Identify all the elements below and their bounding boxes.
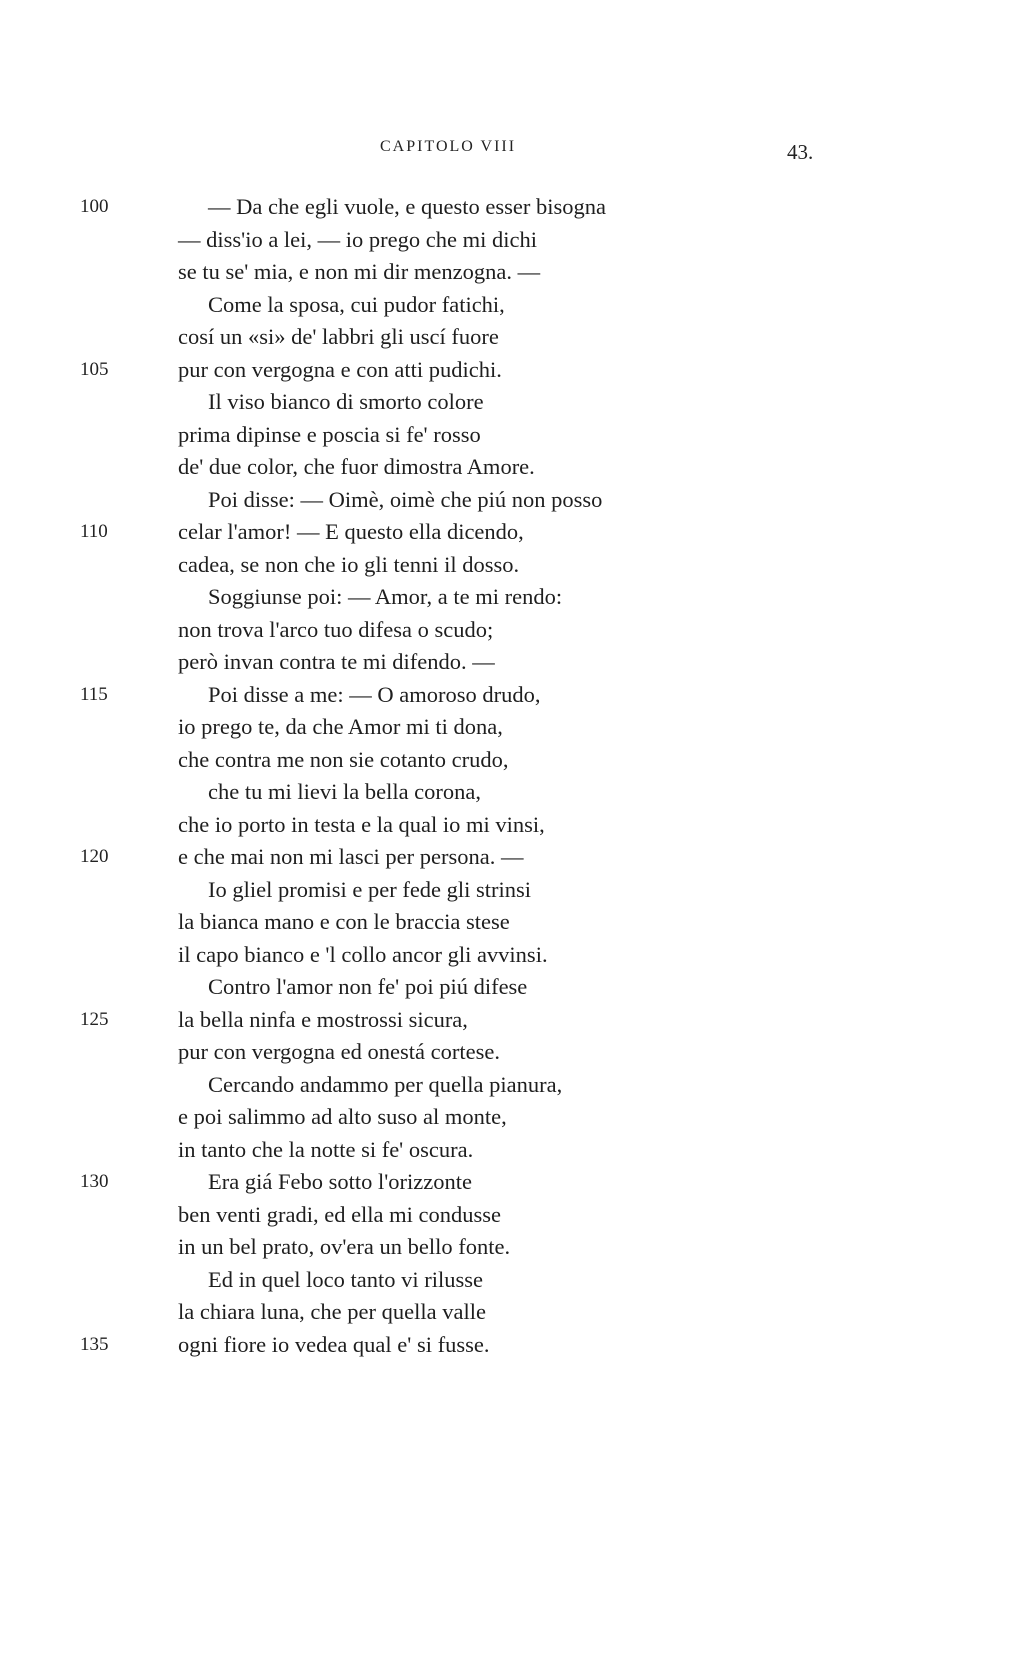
verse-text: — diss'io a lei, — io prego che mi dichi [178,226,537,252]
verse-text: la chiara luna, che per quella valle [178,1299,486,1324]
line-number: 105 [80,358,109,380]
verse-text: pur con vergogna ed onestá cortese. [178,1039,500,1064]
verse-line [0,354,1016,387]
verse-line [0,809,1016,842]
verse-text: che tu mi lievi la bella corona, [208,779,482,804]
verse-line [0,1264,1016,1297]
verse-text: io prego te, da che Amor mi ti dona, [178,714,503,739]
verse-line [0,939,1016,972]
verse-line [0,321,1016,354]
verse-text: la bella ninfa e mostrossi sicura, [178,1006,468,1032]
verse-line [0,1134,1016,1167]
verse-text: prima dipinse e poscia si fe' rosso [178,421,481,447]
line-number: 120 [80,846,109,867]
verse-line [0,679,1016,712]
verse-line [0,841,1016,874]
verse-text: cadea, se non che io gli tenni il dosso. [178,551,520,577]
verse-line [0,451,1016,484]
running-head: CAPITOLO VIII [380,138,517,155]
verse-line [0,191,1016,224]
verse-line [0,1329,1016,1362]
verse-line [0,386,1016,419]
verse-line [0,419,1016,452]
verse-text: Contro l'amor non fe' poi piú difese [208,974,528,999]
verse-text: la bianca mano e con le braccia stese [178,909,510,934]
verse-text: però invan contra te mi difendo. — [178,649,495,674]
line-number: 130 [80,1171,109,1192]
verse-text: Era giá Febo sotto l'orizzonte [208,1169,472,1194]
verse-line [0,744,1016,777]
verse-text: Poi disse: — Oimè, oimè che piú non posso [208,486,603,512]
verse-text: e poi salimmo ad alto suso al monte, [178,1104,507,1129]
verse-line [0,1231,1016,1264]
verse-text: Poi disse a me: — O amoroso drudo, [208,681,541,707]
verse-text: in tanto che la notte si fe' oscura. [178,1136,474,1162]
verse-line [0,1199,1016,1232]
verse-line [0,549,1016,582]
line-number: 100 [80,196,109,217]
verse-line [0,874,1016,907]
verse-line [0,1296,1016,1329]
verse-text: celar l'amor! — E questo ella dicendo, [178,519,524,544]
verse-line [0,256,1016,289]
verse-line [0,1166,1016,1199]
verse-line [0,289,1016,322]
verse-text: ben venti gradi, ed ella mi condusse [178,1201,502,1227]
verse-text: Soggiunse poi: — Amor, a te mi rendo: [208,584,563,609]
verse-line [0,1069,1016,1102]
verse-line [0,224,1016,257]
verse-text: non trova l'arco tuo difesa o scudo; [178,616,494,642]
verse-text: e che mai non mi lasci per persona. — [178,844,524,869]
verse-text: in un bel prato, ov'era un bello fonte. [178,1234,511,1259]
verse-line [0,971,1016,1004]
verse-line [0,581,1016,614]
verse-text: Ed in quel loco tanto vi rilusse [208,1266,483,1292]
verse-text: Come la sposa, cui pudor fatichi, [208,291,505,317]
line-number: 125 [80,1008,109,1030]
verse-line [0,484,1016,517]
verse-line [0,614,1016,647]
verse-line [0,646,1016,679]
verse-list [0,191,1016,1361]
verse-text: che io porto in testa e la qual io mi vinsi, [178,811,545,837]
verse-text: se tu se' mia, e non mi dir menzogna. — [178,259,541,284]
verse-text: Cercando andammo per quella pianura, [208,1071,563,1097]
line-number: 110 [80,521,108,542]
verse-text: ogni fiore io vedea qual e' si fusse. [178,1331,490,1357]
verse-line [0,1036,1016,1069]
verse-line [0,906,1016,939]
verse-text: che contra me non sie cotanto crudo, [178,746,509,772]
verse-text: — Da che egli vuole, e questo esser bisogna [208,194,607,219]
verse-text: cosí un «si» de' labbri gli uscí fuore [178,324,499,349]
verse-text: pur con vergogna e con atti pudichi. [178,356,502,382]
verse-line [0,1101,1016,1134]
verse-text: Il viso bianco di smorto colore [208,389,484,414]
verse-line [0,1004,1016,1037]
line-number: 135 [80,1333,109,1355]
verse-text: Io gliel promisi e per fede gli strinsi [208,876,532,902]
verse-line [0,516,1016,549]
verse-text: de' due color, che fuor dimostra Amore. [178,454,535,479]
verse-line [0,711,1016,744]
page-number: 43. [787,140,814,164]
verse-line [0,776,1016,809]
verse-text: il capo bianco e 'l collo ancor gli avvinsi. [178,941,548,967]
line-number: 115 [80,683,108,705]
